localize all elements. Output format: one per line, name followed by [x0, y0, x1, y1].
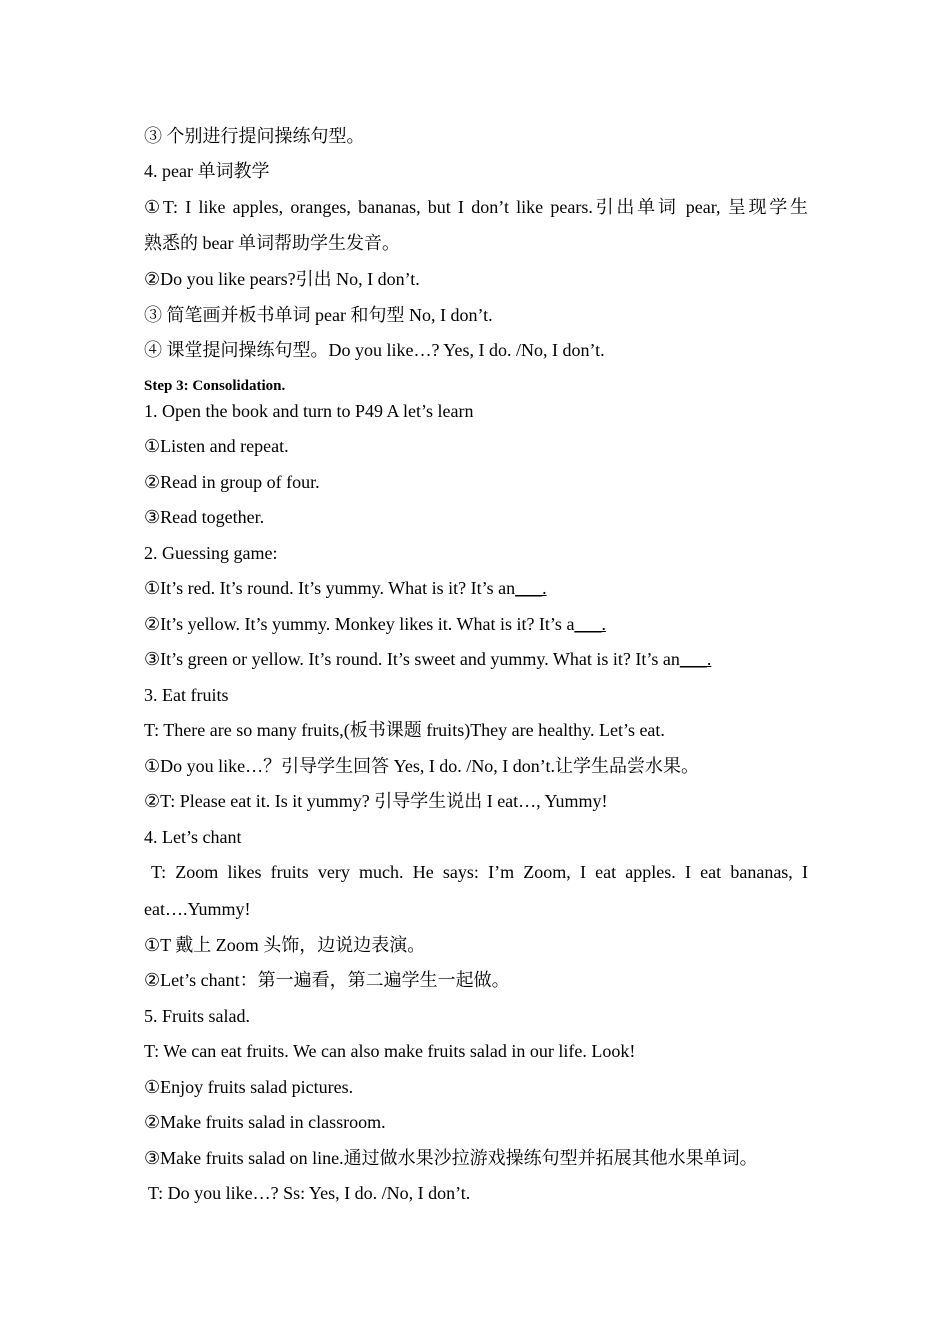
text-line	[144, 647, 808, 671]
answer-blank: ___.	[574, 614, 606, 634]
section-heading: 4. Let’s chant	[144, 827, 242, 847]
text-line: ②Let’s chant：第一遍看，第二遍学生一起做。	[144, 970, 510, 990]
text-line: T: Zoom likes fruits very much. He says: I’m Zoom, I eat apples. I eat bananas, I	[151, 862, 808, 882]
section-heading: 4. pear 单词教学	[144, 161, 270, 181]
section-heading: 3. Eat fruits	[144, 685, 229, 705]
text-line: ④ 课堂提问操练句型。Do you like…? Yes, I do. /No, I don’t.	[144, 340, 605, 360]
text-line: ①Do you like…？引导学生回答 Yes, I do. /No, I don’t.让学生品尝水果。	[144, 756, 699, 776]
text-line: ①T 戴上 Zoom 头饰，边说边表演。	[144, 935, 426, 955]
text-line	[144, 612, 808, 636]
text-line: T: There are so many fruits,(板书课题 fruits)They are healthy. Let’s eat.	[144, 720, 665, 740]
text-line: ①T: I like apples, oranges, bananas, but I don’t like pears.引出单词 pear, 呈现学生	[144, 197, 808, 217]
text-line: ③ 个别进行提问操练句型。	[144, 126, 365, 146]
step-heading: Step 3: Consolidation.	[144, 378, 286, 394]
text-line: ①Enjoy fruits salad pictures.	[144, 1077, 354, 1097]
text-line: T: Do you like…? Ss: Yes, I do. /No, I don’t.	[148, 1183, 471, 1203]
text-line	[144, 576, 808, 600]
section-heading: 5. Fruits salad.	[144, 1006, 250, 1026]
text-line: ②Read in group of four.	[144, 472, 320, 492]
section-heading: 1. Open the book and turn to P49 A let’s learn	[144, 401, 474, 421]
question-text: ③It’s green or yellow. It’s round. It’s sweet and yummy. What is it? It’s an	[144, 649, 680, 669]
text-line: ③Read together.	[144, 507, 265, 527]
text-line: eat….Yummy!	[144, 899, 251, 919]
answer-blank: ___.	[679, 649, 712, 669]
text-line: 熟悉的 bear 单词帮助学生发音。	[144, 233, 400, 253]
text-line: ②T: Please eat it. Is it yummy? 引导学生说出 I eat…, Yummy!	[144, 791, 608, 811]
question-text: ①It’s red. It’s round. It’s yummy. What is it? It’s an	[144, 578, 516, 598]
text-line: ②Make fruits salad in classroom.	[144, 1112, 386, 1132]
question-text: ②It’s yellow. It’s yummy. Monkey likes it. What is it? It’s a	[144, 614, 575, 634]
text-line: ③Make fruits salad on line.通过做水果沙拉游戏操练句型并拓展其他水果单词。	[144, 1148, 758, 1168]
text-line: ③ 简笔画并板书单词 pear 和句型 No, I don’t.	[144, 305, 493, 325]
text-line: ①Listen and repeat.	[144, 436, 289, 456]
text-line: ②Do you like pears?引出 No, I don’t.	[144, 269, 420, 289]
text-line: T: We can eat fruits. We can also make fruits salad in our life. Look!	[144, 1041, 636, 1061]
answer-blank: ___.	[515, 578, 547, 598]
section-heading: 2. Guessing game:	[144, 543, 278, 563]
